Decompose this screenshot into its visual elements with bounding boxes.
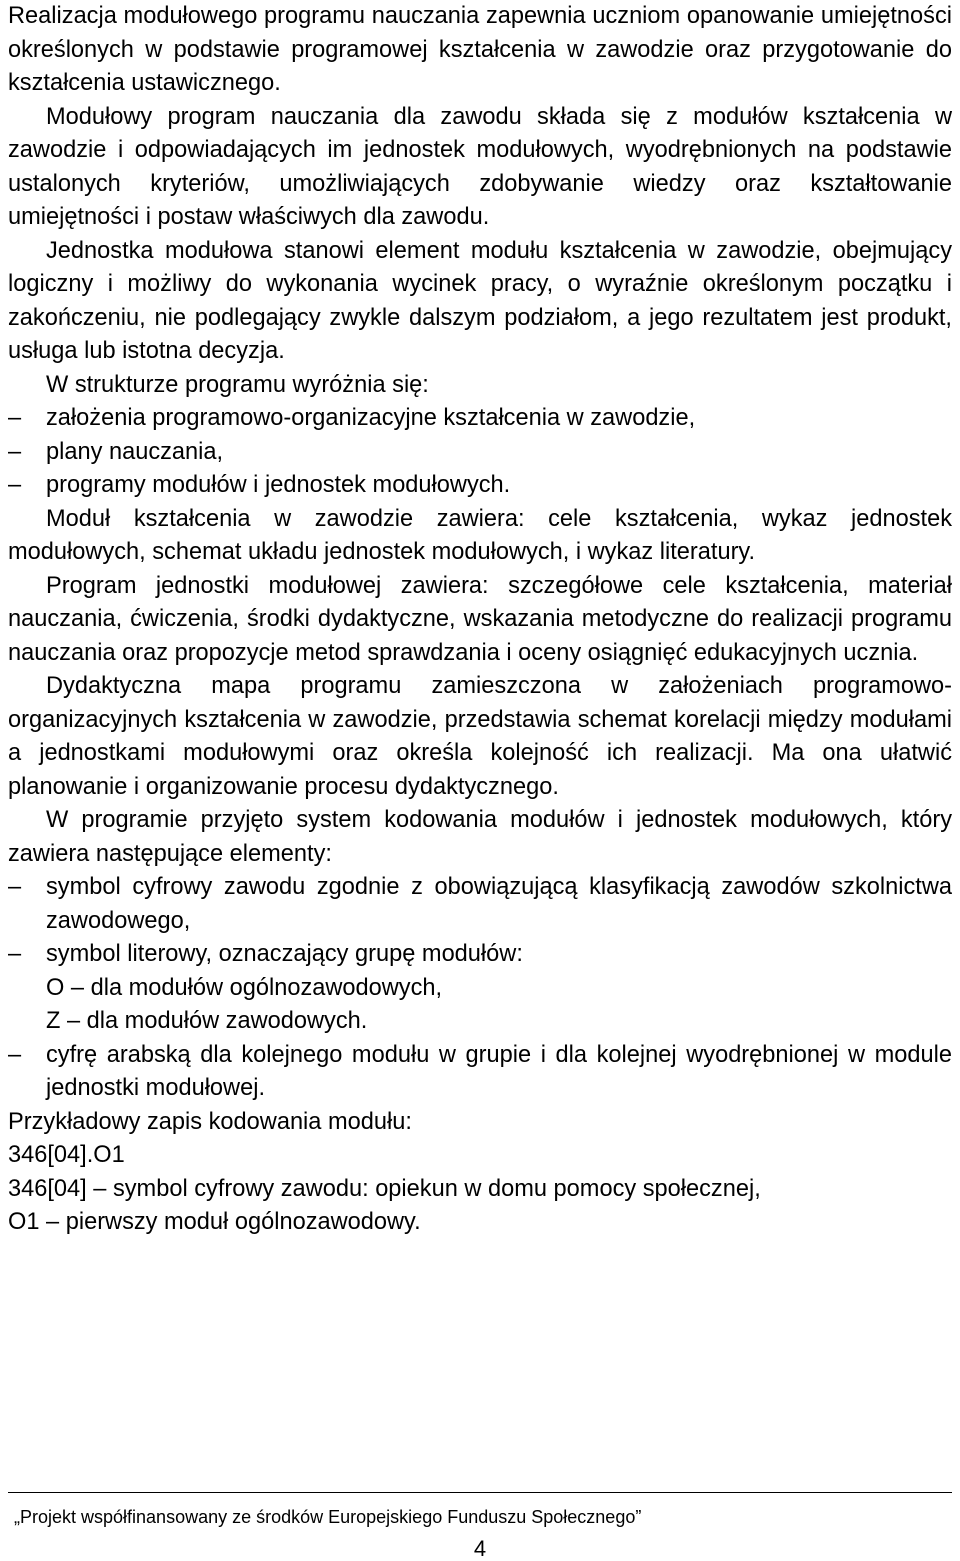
paragraph-modular-program: Modułowy program nauczania dla zawodu składa się z modułów kształcenia w zawodzie i odpowiadających im jednostek modułowych, wyodrębnionych na podstawie ustalonych kryteriów, umożliwiających zdobywanie wiedzy oraz kształtowanie umiejętności i postaw właściwych dla zawodu. [8, 103, 952, 230]
dash-marker: – [8, 438, 22, 465]
dash-marker: – [8, 874, 22, 900]
paragraph-coding-system: W programie przyjęto system kodowania modułów i jednostek modułowych, który zawiera następujące elementy: [8, 807, 952, 867]
list-item [8, 938, 952, 1039]
dash-marker: – [8, 472, 22, 498]
list-subitem-vocational: Z – dla modułów zawodowych. [46, 1008, 368, 1034]
list-subitem-general: O – dla modułów ogólnozawodowych, [46, 974, 443, 1001]
list-item-text: symbol cyfrowy zawodu zgodnie z obowiązującą klasyfikacją zawodów szkolnictwa zawodowego, [46, 874, 952, 934]
example-explanation-2: O1 – pierwszy moduł ogólnozawodowy. [8, 1209, 421, 1235]
list-item [8, 469, 952, 503]
list-item [8, 1039, 952, 1106]
structure-list [8, 402, 952, 503]
paragraph-didactic-map: Dydaktyczna mapa programu zamieszczona w założeniach programowo-organizacyjnych kształcenia w zawodzie, przedstawia schemat korelacji między modułami a jednostkami modułowymi oraz określa kolejność ich realizacji. Ma ona ułatwić planowanie i organizowanie procesu dydaktycznego. [8, 673, 952, 800]
list-item-text: symbol literowy, oznaczający grupę modułów: [46, 941, 523, 967]
paragraph-structure-intro: W strukturze programu wyróżnia się: [46, 371, 429, 398]
footer-funding-note: „Projekt współfinansowany ze środków Europejskiego Funduszu Społecznego” [14, 1507, 642, 1527]
paragraph-modular-unit: Jednostka modułowa stanowi element modułu kształcenia w zawodzie, obejmujący logiczny i możliwy do wykonania wycinek pracy, o wyraźnie określonym początku i zakończeniu, nie podlegający zwykle dalszym podziałom, a jego rezultatem jest produkt, usługa lub istotna decyzja. [8, 237, 952, 364]
document-body [8, 0, 952, 1240]
list-item-text: założenia programowo-organizacyjne kształcenia w zawodzie, [46, 405, 696, 431]
list-item-text: cyfrę arabską dla kolejnego modułu w grupie i dla kolejnej wyodrębnionej w module jednostki modułowej. [46, 1041, 952, 1101]
list-item-text: programy modułów i jednostek modułowych. [46, 472, 511, 498]
paragraph-unit-program: Program jednostki modułowej zawiera: szczegółowe cele kształcenia, materiał nauczania, ćwiczenia, środki dydaktyczne, wskazania metodyczne do realizacji programu nauczania oraz propozycje metod sprawdzania i oceny osiągnięć edukacyjnych ucznia. [8, 572, 952, 666]
dash-marker: – [8, 405, 22, 431]
example-explanation-1: 346[04] – symbol cyfrowy zawodu: opiekun w domu pomocy społecznej, [8, 1175, 761, 1202]
dash-marker: – [8, 941, 22, 967]
example-label: Przykładowy zapis kodowania modułu: [8, 1108, 412, 1135]
coding-list [8, 871, 952, 1106]
example-code: 346[04].O1 [8, 1142, 125, 1168]
dash-marker: – [8, 1041, 22, 1068]
list-item [8, 402, 952, 436]
paragraph-module-contents: Moduł kształcenia w zawodzie zawiera: cele kształcenia, wykaz jednostek modułowych, schemat układu jednostek modułowych, i wykaz literatury. [8, 505, 952, 565]
list-item [8, 871, 952, 938]
list-item-text: plany nauczania, [46, 438, 224, 465]
paragraph-intro: Realizacja modułowego programu nauczania zapewnia uczniom opanowanie umiejętności określonych w podstawie programowej kształcenia w zawodzie oraz przygotowanie do kształcenia ustawicznego. [8, 3, 952, 96]
footer-divider [8, 1492, 952, 1493]
list-item [8, 436, 952, 470]
page-number: 4 [473, 1536, 487, 1561]
